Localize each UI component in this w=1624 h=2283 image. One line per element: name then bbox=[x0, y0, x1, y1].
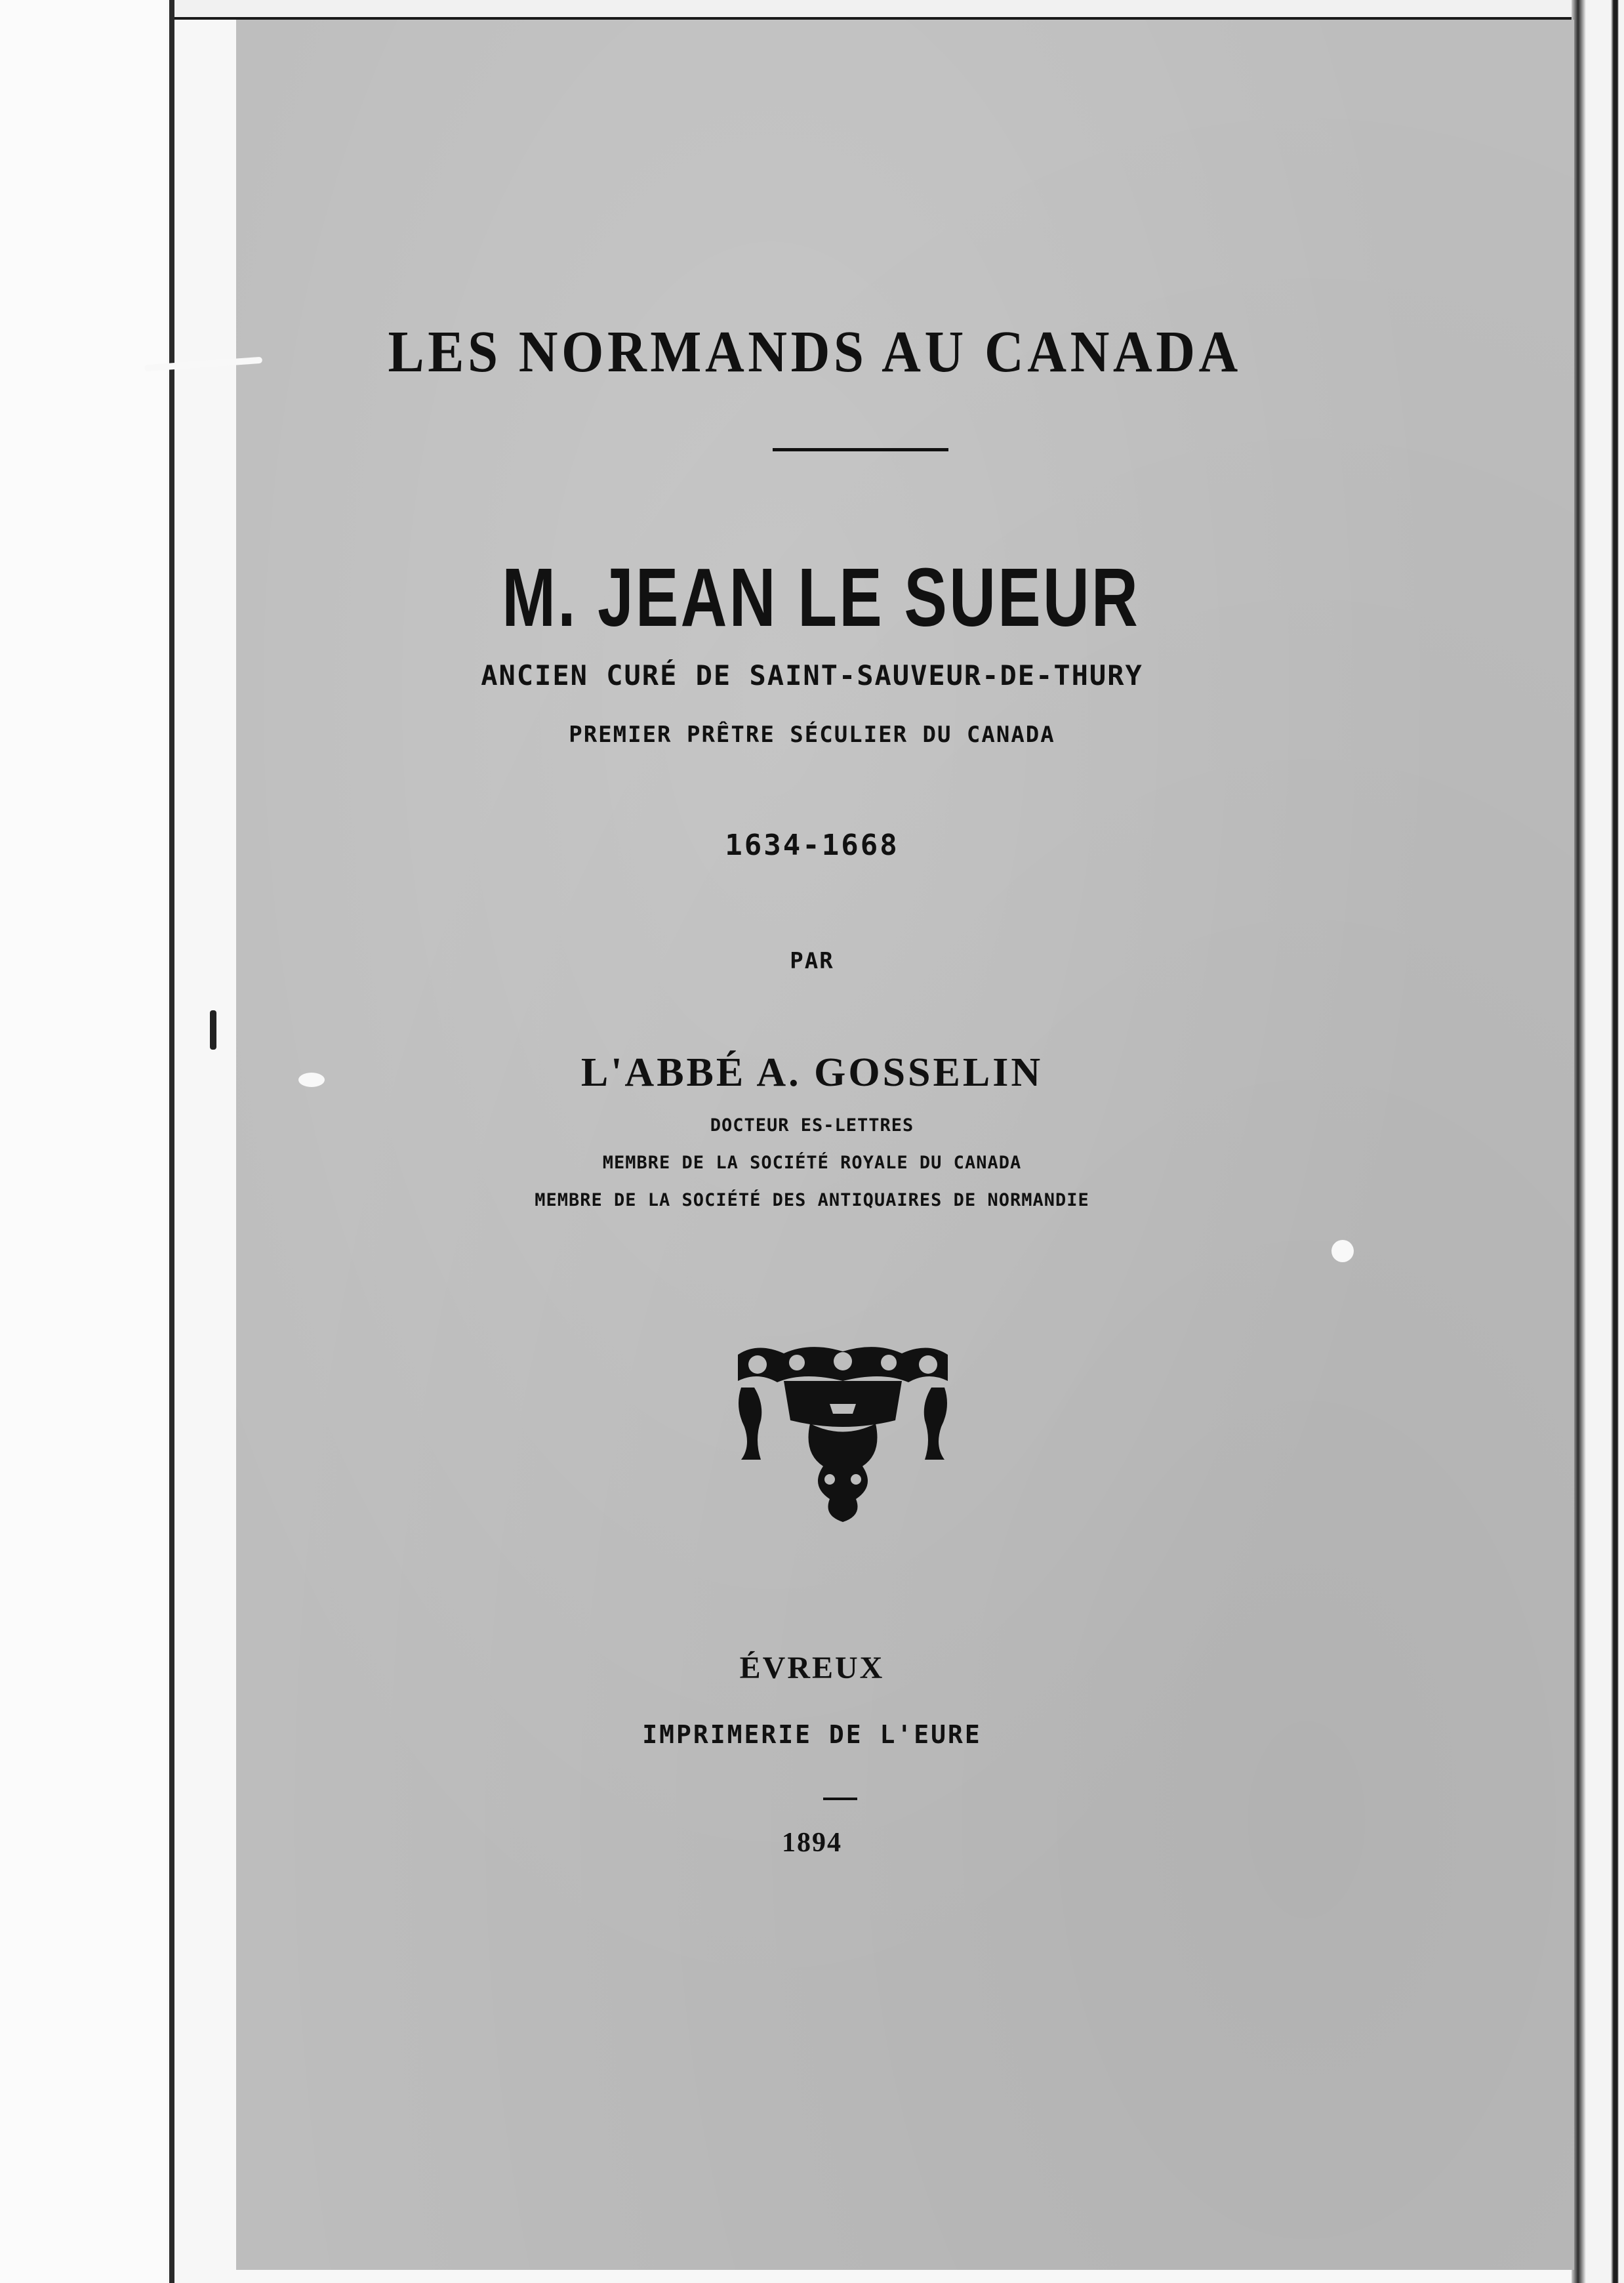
date-range: 1634-1668 bbox=[725, 829, 899, 862]
author-name: L'ABBÉ A. GOSSELIN bbox=[580, 1050, 1044, 1095]
title-rule bbox=[773, 448, 948, 451]
page-edge-right bbox=[1572, 0, 1624, 2283]
imprint-rule bbox=[823, 1798, 857, 1800]
author-credential: DOCTEUR ES-LETTRES bbox=[710, 1115, 914, 1136]
author-credential: MEMBRE DE LA SOCIÉTÉ ROYALE DU CANADA bbox=[602, 1153, 1022, 1173]
publication-city: ÉVREUX bbox=[739, 1651, 885, 1685]
main-title: M. JEAN LE SUEUR bbox=[502, 551, 1141, 644]
printer-ornament-icon bbox=[731, 1342, 954, 1525]
by-label: PAR bbox=[790, 948, 834, 974]
publication-year: 1894 bbox=[782, 1828, 842, 1858]
paper-blemish bbox=[210, 1010, 216, 1050]
subtitle-former-cure: ANCIEN CURÉ DE SAINT-SAUVEUR-DE-THURY bbox=[481, 659, 1143, 691]
author-credential: MEMBRE DE LA SOCIÉTÉ DES ANTIQUAIRES DE NORMANDIE bbox=[535, 1190, 1089, 1210]
subtitle-first-priest: PREMIER PRÊTRE SÉCULIER DU CANADA bbox=[569, 722, 1055, 748]
printer-name: IMPRIMERIE DE L'EURE bbox=[642, 1720, 982, 1749]
page-edge-top bbox=[174, 0, 1572, 20]
series-title: LES NORMANDS AU CANADA bbox=[388, 319, 1242, 384]
paper-blemish bbox=[1331, 1240, 1354, 1262]
